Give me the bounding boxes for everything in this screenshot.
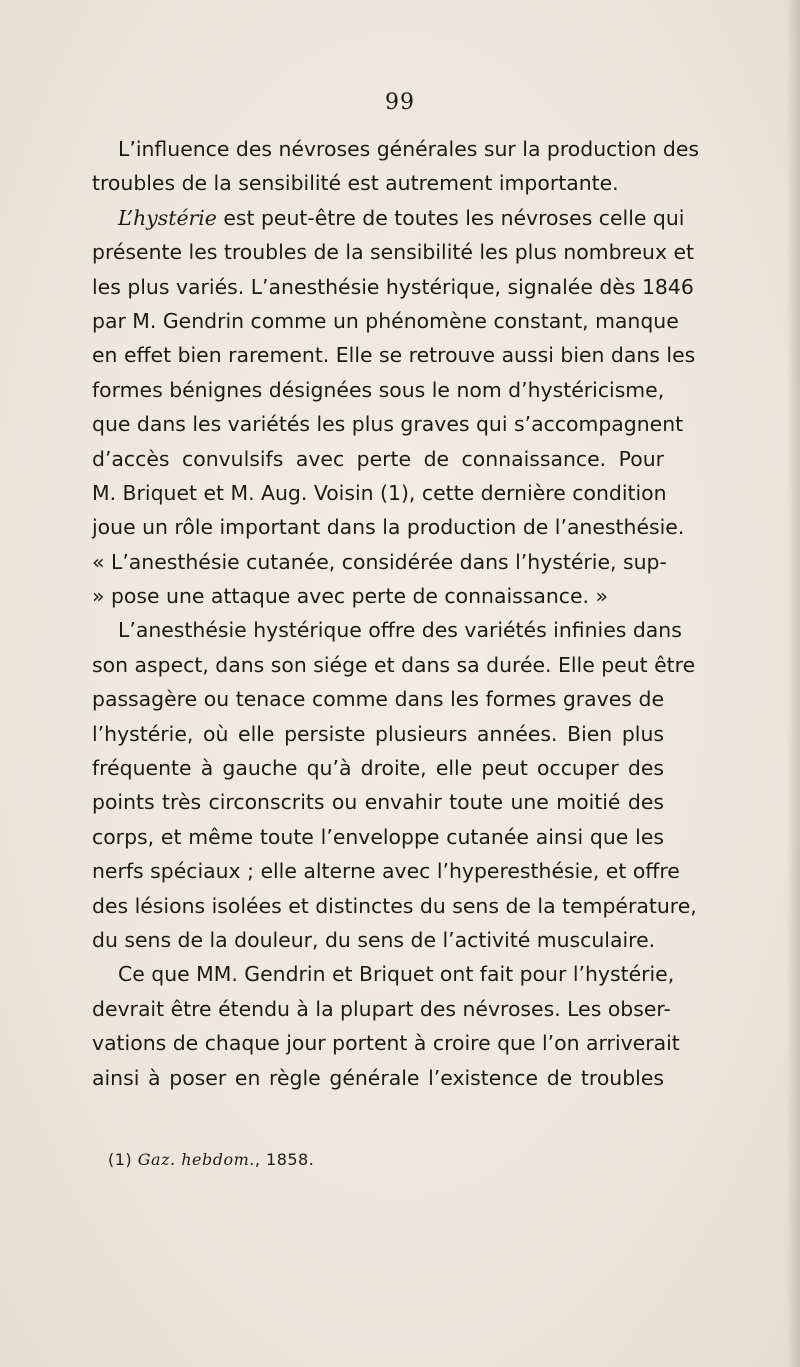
p2-line-1-rest: est peut-être de toutes les névroses celle qui [216,205,685,230]
p2-line-8: d’accès convulsifs avec perte de connaissance. Pour [92,446,664,471]
p3-line-10: du sens de la douleur, du sens de l’activité musculaire. [92,927,656,952]
p3-line-2: son aspect, dans son siége et dans sa durée. Elle peut être [92,652,696,677]
p2-line-6: formes bénignes désignées sous le nom d’hystéricisme, [92,377,665,402]
p2-line-4: par M. Gendrin comme un phénomène constant, manque [92,308,679,333]
p3-line-3: passagère ou tenace comme dans les formes graves de [92,687,664,712]
p3-line-8: nerfs spéciaux ; elle alterne avec l’hyperesthésie, et offre [92,859,680,884]
footnote-marker: (1) [108,1150,133,1169]
p3-line-1: L’anesthésie hystérique offre des variétés infinies dans [118,618,682,643]
p3-line-7: corps, et même toute l’enveloppe cutanée ainsi que les [92,824,664,849]
p2-line-11: « L’anesthésie cutanée, considérée dans l’hystérie, sup- [92,549,667,574]
p2-line-5: en effet bien rarement. Elle se retrouve aussi bien dans les [92,343,696,368]
p2-line-12: » pose une attaque avec perte de connaissance. » [92,584,608,609]
p2-line-3: les plus variés. L’anesthésie hystérique, signalée dès 1846 [92,274,694,299]
p4-line-1: Ce que MM. Gendrin et Briquet ont fait pour l’hystérie, [118,962,675,987]
p3-line-6: points très circonscrits ou envahir toute une moitié des [92,790,664,815]
p4-line-2: devrait être étendu à la plupart des névroses. Les obser- [92,996,671,1021]
hysteria-term: L’hystérie [118,205,217,230]
p4-line-4: ainsi à poser en règle générale l’existence de troubles [92,1065,664,1090]
page-number: 99 [385,90,415,115]
p2-line-1 [92,201,685,235]
footnote-source: Gaz. hebdom. [137,1150,255,1169]
p2-line-7: que dans les variétés les plus graves qui s’accompagnent [92,412,684,437]
page-edge-shadow [786,0,800,1367]
p2-line-2: présente les troubles de la sensibilité les plus nombreux et [92,240,695,265]
p3-line-9: des lésions isolées et distinctes du sens de la température, [92,893,697,918]
p3-line-5: fréquente à gauche qu’à droite, elle peut occuper des [92,756,664,781]
footnote [108,1150,314,1169]
p1-line-2: troubles de la sensibilité est autrement importante. [92,171,619,196]
p2-line-10: joue un rôle important dans la production de l’anesthésie. [92,515,685,540]
footnote-year: , 1858. [254,1150,315,1169]
p4-line-3: vations de chaque jour portent à croire que l’on arriverait [92,1031,680,1056]
p2-line-9: M. Briquet et M. Aug. Voisin (1), cette dernière condition [92,480,667,505]
p3-line-4: l’hystérie, où elle persiste plusieurs années. Bien plus [92,721,664,746]
body-text [92,132,700,1095]
p1-line-1: L’influence des névroses générales sur la production des [118,137,700,161]
